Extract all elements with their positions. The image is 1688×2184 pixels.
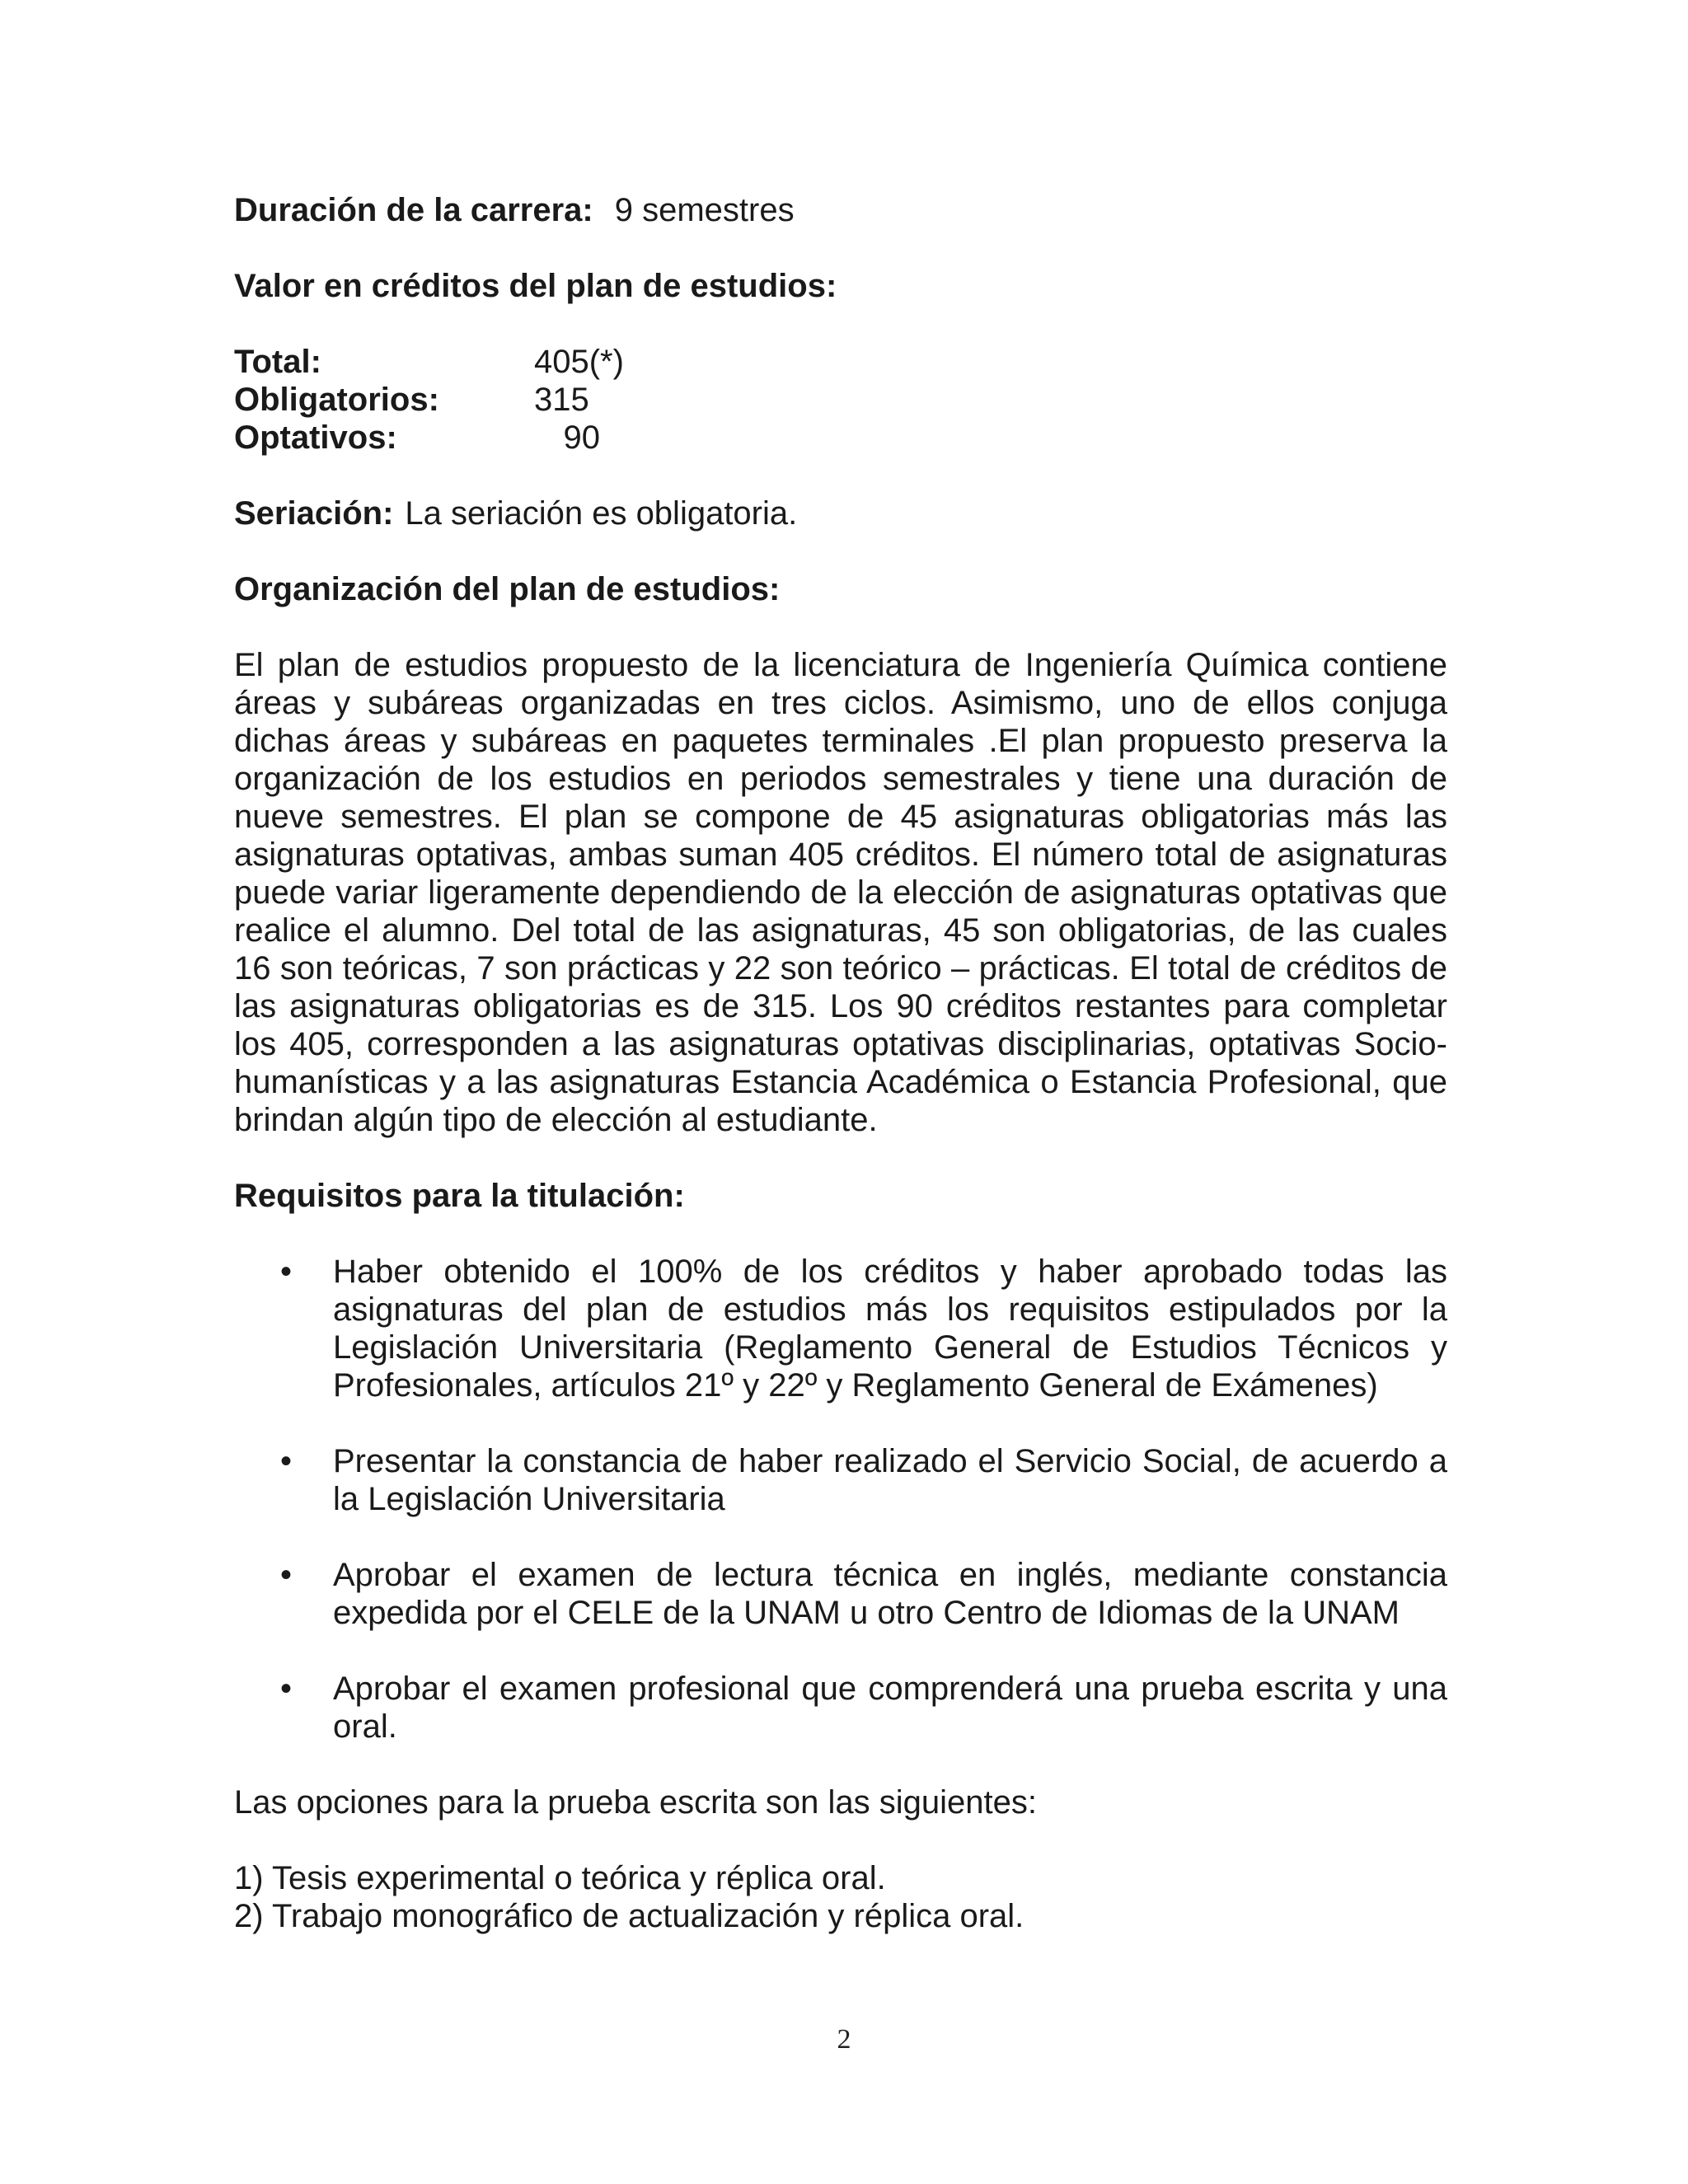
credit-value-total: 405(*)	[534, 344, 624, 380]
seriacion-label: Seriación:	[234, 495, 394, 532]
organizacion-paragraph: El plan de estudios propuesto de la licenciatura de Ingeniería Química contiene áreas y subáreas organizadas en tres ciclos. Asimismo, uno de ellos conjuga dichas áreas y subáreas en paquetes terminales .El plan propuesto preserva la organización de los estudios en periodos semestrales y tiene una duración de nueve semestres. El plan se compone de 45 asignaturas obligatorias más las asignaturas optativas, ambas suman 405 créditos. El número total de asignaturas puede variar ligeramente dependiendo de la elección de asignaturas optativas que realice el alumno. Del total de las asignaturas, 45 son obligatorias, de las cuales 16 son teóricas, 7 son prácticas y 22 son teórico – prácticas. El total de créditos de las asignaturas obligatorias es de 315. Los 90 créditos restantes para completar los 405, corresponden a las asignaturas optativas disciplinarias, optativas Socio-humanísticas y a las asignaturas Estancia Académica o Estancia Profesional, que brindan algún tipo de elección al estudiante.	[234, 647, 1447, 1138]
requisito-text: Aprobar el examen de lectura técnica en inglés, mediante constancia expedida por el CELE de la UNAM u otro Centro de Idiomas de la UNAM	[333, 1557, 1447, 1631]
requisito-text: Aprobar el examen profesional que comprenderá una prueba escrita y una oral.	[333, 1671, 1447, 1745]
duracion-value: 9 semestres	[614, 192, 795, 228]
bullet-icon: •	[280, 1671, 293, 1707]
credit-label-obligatorios: Obligatorios:	[234, 382, 439, 418]
list-item	[234, 1556, 1447, 1632]
list-item	[234, 1670, 1447, 1746]
seriacion-line	[234, 494, 1447, 532]
credit-label-total: Total:	[234, 344, 321, 380]
valor-creditos-heading: Valor en créditos del plan de estudios:	[234, 268, 837, 304]
credit-row-obligatorios	[234, 381, 1447, 419]
page-number: 2	[837, 2024, 851, 2055]
requisitos-heading: Requisitos para la titulación:	[234, 1178, 685, 1214]
seriacion-value: La seriación es obligatoria.	[405, 495, 798, 532]
opcion-item: 1) Tesis experimental o teórica y réplica oral.	[234, 1860, 886, 1896]
duracion-line	[234, 191, 1447, 229]
credit-value-obligatorios: 315	[534, 382, 589, 418]
credit-row-total	[234, 343, 1447, 381]
list-item	[234, 1442, 1447, 1518]
requisitos-list	[234, 1253, 1447, 1746]
bullet-icon: •	[280, 1557, 293, 1593]
opcion-item: 2) Trabajo monográfico de actualización y réplica oral.	[234, 1898, 1025, 1934]
organizacion-heading: Organización del plan de estudios:	[234, 571, 781, 607]
requisito-text: Presentar la constancia de haber realizado el Servicio Social, de acuerdo a la Legislación Universitaria	[333, 1443, 1447, 1517]
credit-value-optativos: 90	[563, 419, 600, 456]
credit-label-optativos: Optativos:	[234, 419, 397, 456]
opciones-intro: Las opciones para la prueba escrita son las siguientes:	[234, 1784, 1037, 1821]
bullet-icon: •	[280, 1443, 293, 1479]
list-item	[234, 1253, 1447, 1404]
bullet-icon: •	[280, 1254, 293, 1290]
credits-table	[234, 343, 1447, 457]
requisito-text: Haber obtenido el 100% de los créditos y haber aprobado todas las asignaturas del plan de estudios más los requisitos estipulados por la Legislación Universitaria (Reglamento General de Estudios Técnicos y Profesionales, artículos 21º y 22º y Reglamento General de Exámenes)	[333, 1254, 1447, 1404]
duracion-label: Duración de la carrera:	[234, 192, 593, 228]
opciones-list	[234, 1859, 1447, 1935]
page-content	[234, 191, 1447, 1935]
credit-row-optativos	[234, 419, 1447, 457]
